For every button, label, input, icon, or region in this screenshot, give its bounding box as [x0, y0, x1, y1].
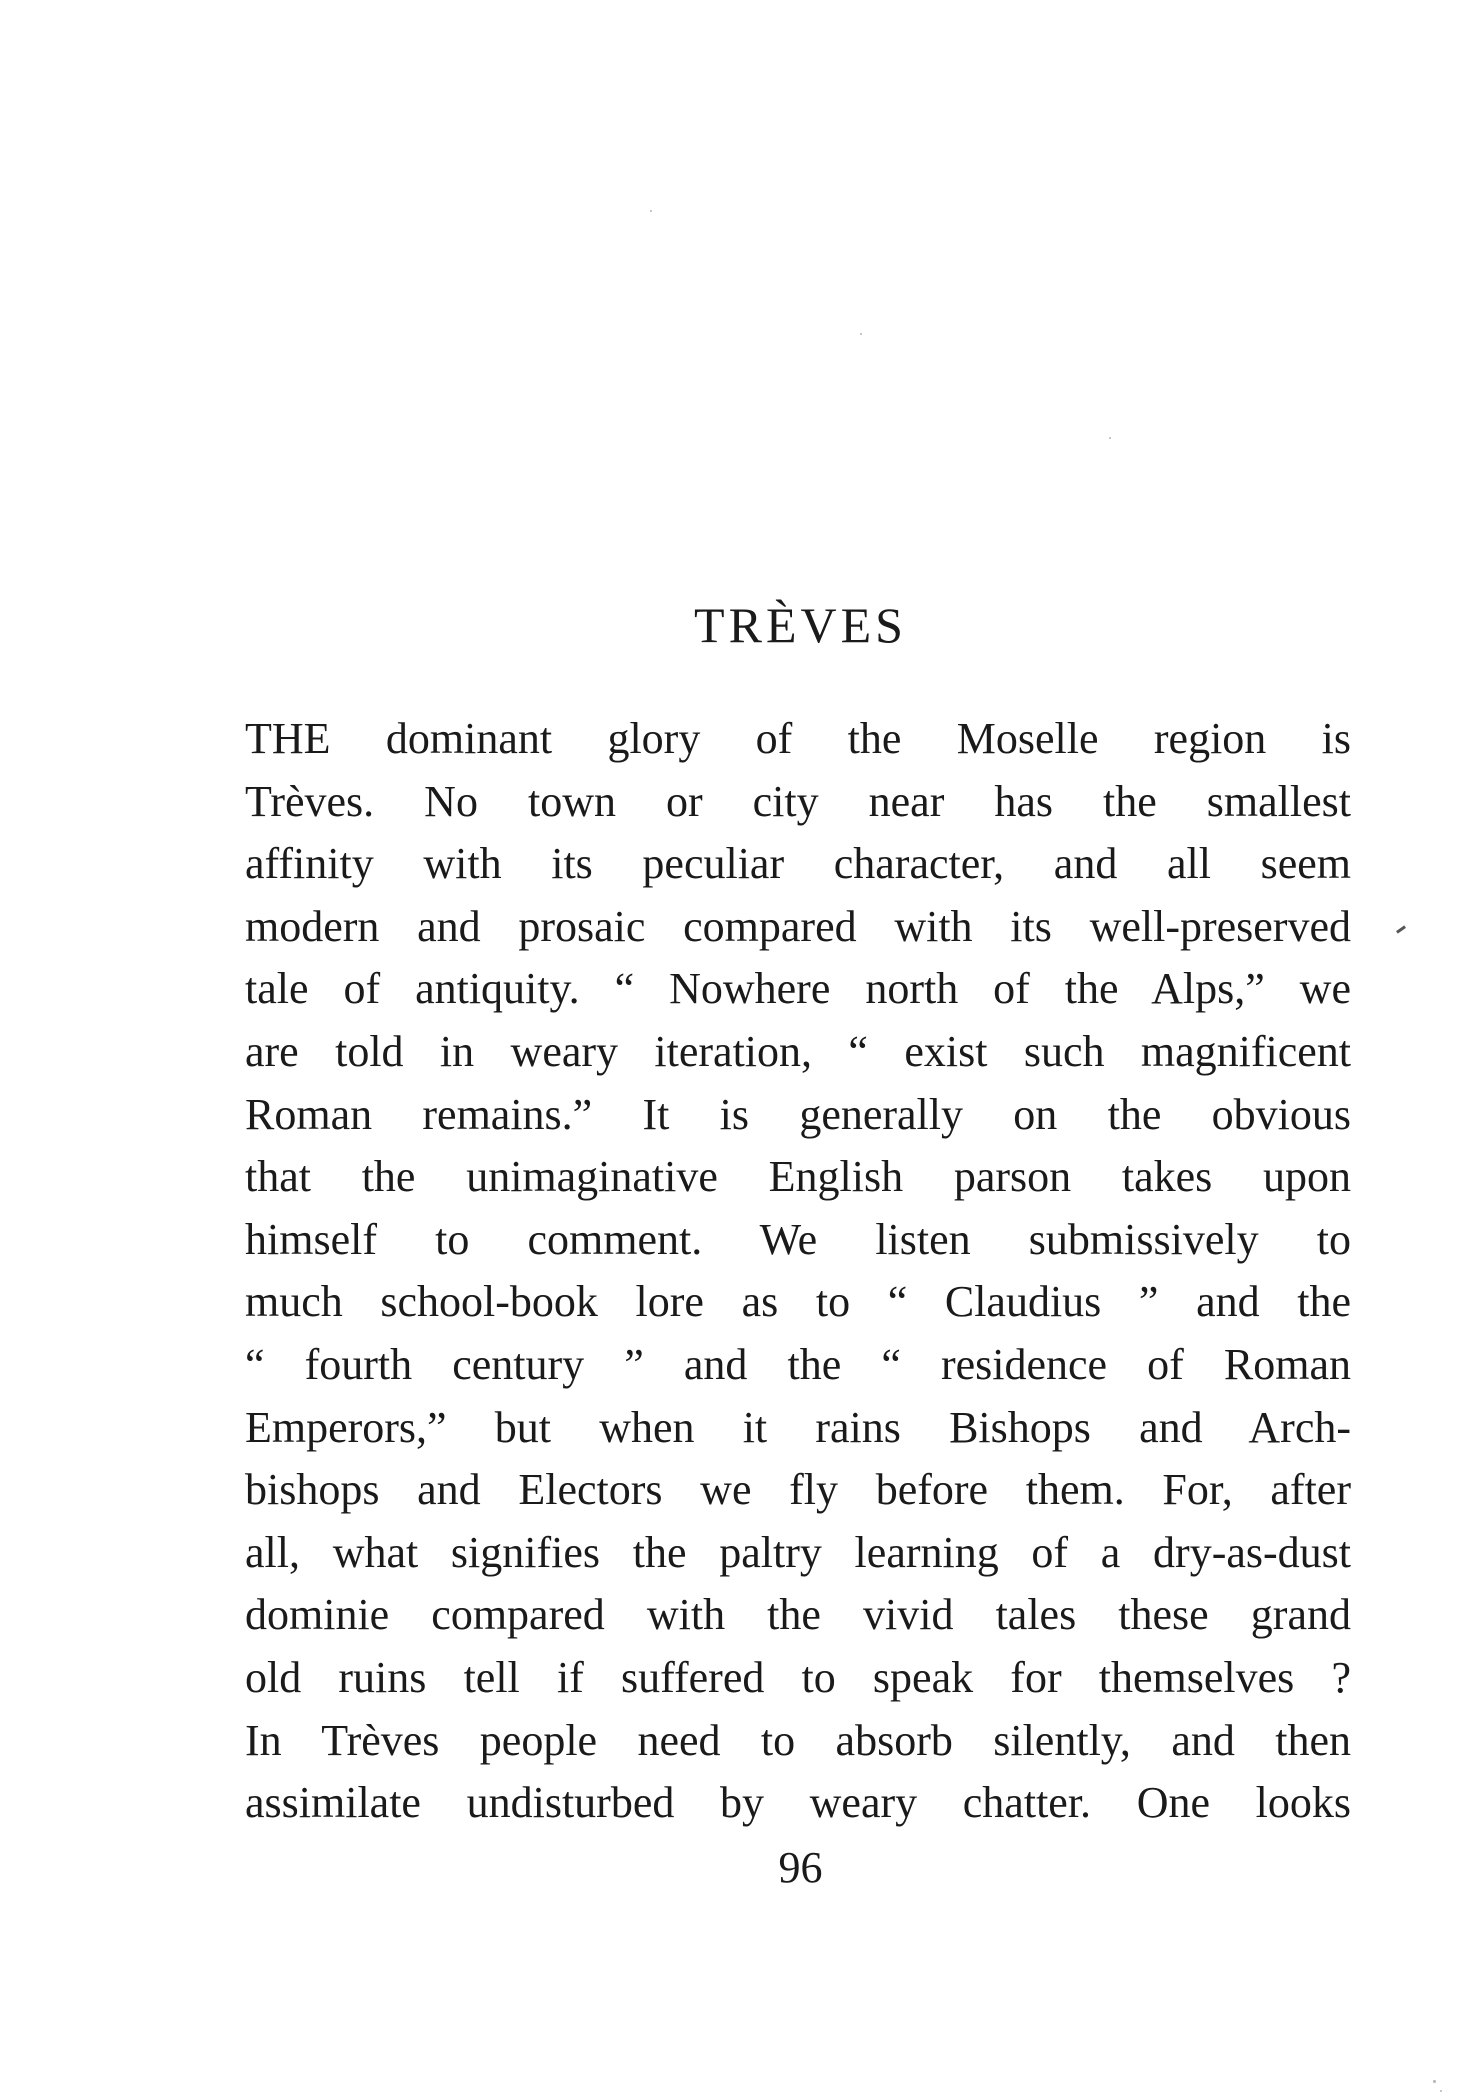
- text-line: Emperors,” but when it rains Bishops and Arch-: [245, 1402, 1351, 1452]
- text-line: modern and prosaic compared with its well-preserved: [245, 901, 1351, 951]
- text-line: assimilate undisturbed by weary chatter. One looks: [245, 1778, 1351, 1828]
- text-line: Trèves. No town or city near has the smallest: [245, 776, 1351, 826]
- text-line: In Trèves people need to absorb silently, and then: [245, 1715, 1351, 1765]
- line-text: dominant glory of the Moselle region is: [330, 714, 1351, 763]
- text-line: [245, 708, 1351, 771]
- text-line: are told in weary iteration, “ exist such magnificent: [245, 1026, 1351, 1076]
- text-line: affinity with its peculiar character, and all seem: [245, 839, 1351, 889]
- page-number: 96: [778, 1843, 823, 1892]
- paper-speck: [1109, 437, 1111, 439]
- text-line: bishops and Electors we fly before them. For, after: [245, 1465, 1351, 1515]
- paper-speck: [650, 210, 652, 212]
- body-paragraph: [245, 708, 1351, 1835]
- text-line: old ruins tell if suffered to speak for themselves ?: [245, 1652, 1351, 1702]
- text-line: that the unimaginative English parson takes upon: [245, 1152, 1351, 1202]
- text-line: dominie compared with the vivid tales these grand: [245, 1590, 1351, 1640]
- chapter-title: TRÈVES: [694, 597, 907, 653]
- drop-word: THE: [245, 714, 331, 763]
- text-line: himself to comment. We listen submissively to: [245, 1214, 1351, 1264]
- paper-speck: [860, 333, 862, 335]
- margin-mark: [1396, 925, 1406, 933]
- paper-speck: [1433, 2080, 1436, 2083]
- paper-speck: [1440, 2090, 1442, 2092]
- text-line: all, what signifies the paltry learning of a dry-as-dust: [245, 1527, 1351, 1577]
- text-line: Roman remains.” It is generally on the obvious: [245, 1089, 1351, 1139]
- text-line: tale of antiquity. “ Nowhere north of the Alps,” we: [245, 964, 1351, 1014]
- text-line: “ fourth century ” and the “ residence of Roman: [245, 1339, 1351, 1389]
- text-line: much school-book lore as to “ Claudius ” and the: [245, 1277, 1351, 1327]
